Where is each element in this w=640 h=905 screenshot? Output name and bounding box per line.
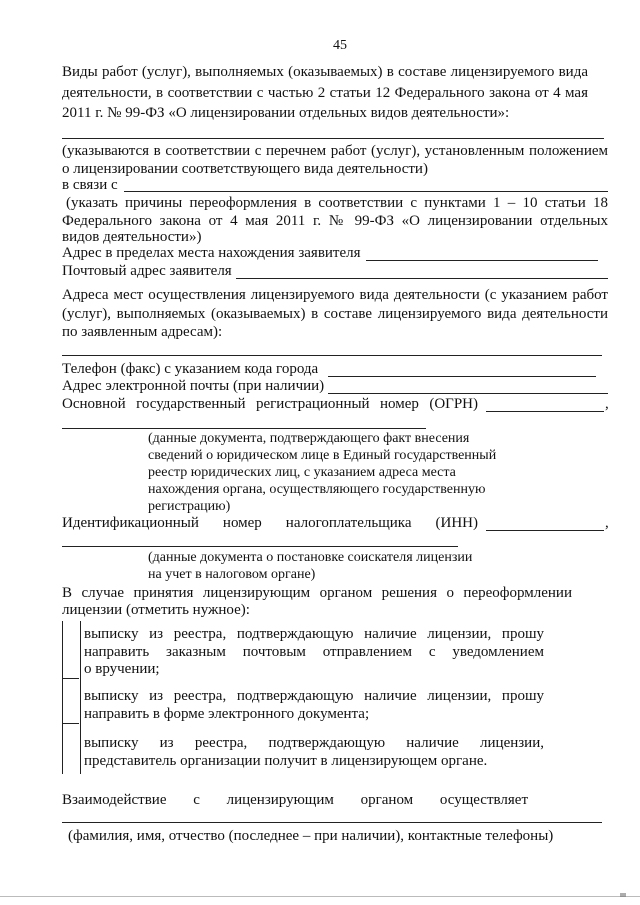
postal-address-input-line[interactable] (236, 278, 608, 279)
ogrn-note-line-5: регистрацию) (148, 499, 231, 514)
inn-document-input-line[interactable] (62, 546, 458, 547)
activity-addresses-input-line[interactable] (62, 355, 602, 356)
work-types-line-1: Виды работ (услуг), выполняемых (оказываемых) в составе лицензируемого вида (62, 64, 588, 80)
phone-input-line[interactable] (328, 376, 596, 377)
option-1-line-1: выписку из реестра, подтверждающую наличие лицензии, прошу (84, 626, 544, 642)
inn-note-line-2: на учет в налоговом органе) (148, 567, 316, 582)
ogrn-comma: , (605, 396, 609, 412)
scan-speck (620, 893, 626, 897)
option-1-line-3: о вручении; (84, 661, 160, 677)
work-types-line-3: 2011 г. № 99-ФЗ «О лицензировании отдельных видов деятельности»: (62, 105, 510, 121)
decision-line-1: В случае принятия лицензирующим органом решения о переоформлении (62, 585, 572, 601)
email-input-line[interactable] (328, 393, 608, 394)
ogrn-input-line[interactable] (486, 411, 604, 412)
interaction-input-line[interactable] (62, 822, 602, 823)
option-2-checkbox[interactable] (62, 679, 81, 723)
inn-note-line-1: (данные документа о постановке соискателя лицензии (148, 550, 473, 565)
option-1-checkbox[interactable] (62, 621, 81, 678)
option-3-line-2: представитель организации получит в лицензирующем органе. (84, 753, 488, 769)
ogrn-note-line-4: нахождения органа, осуществляющего государственную (148, 482, 486, 497)
ogrn-note-line-2: сведений о юридическом лице в Единый государственный (148, 448, 497, 463)
ogrn-label: Основной государственный регистрационный номер (ОГРН) (62, 396, 478, 412)
option-3-checkbox[interactable] (62, 724, 81, 774)
address-location-label: Адрес в пределах места нахождения заявителя (62, 245, 361, 261)
page-number: 45 (333, 38, 347, 53)
ogrn-note-line-3: реестр юридических лиц, с указанием адреса места (148, 465, 456, 480)
work-types-note-line-1: (указываются в соответствии с перечнем работ (услуг), установленным положением (62, 143, 608, 159)
activity-addresses-line-2: (услуг), выполняемых (оказываемых) в составе лицензируемого вида деятельности (62, 306, 608, 322)
work-types-note-line-2: о лицензировании соответствующего вида деятельности) (62, 161, 428, 177)
work-types-line-2: деятельности, в соответствии с частью 2 статьи 12 Федерального закона от 4 мая (62, 85, 588, 101)
inn-label: Идентификационный номер налогоплательщика (ИНН) (62, 515, 478, 531)
ogrn-note-line-1: (данные документа, подтверждающего факт внесения (148, 431, 470, 446)
activity-addresses-line-3: по заявленным адресам): (62, 324, 223, 340)
inn-input-line[interactable] (486, 530, 604, 531)
reason-label: в связи с (62, 177, 118, 193)
postal-address-label: Почтовый адрес заявителя (62, 263, 232, 279)
reason-input-line[interactable] (124, 191, 608, 192)
reason-note-line-3: видов деятельности») (62, 229, 202, 245)
inn-comma: , (605, 515, 609, 531)
ogrn-document-input-line[interactable] (62, 428, 426, 429)
option-2-line-2: направить в форме электронного документа; (84, 706, 370, 722)
phone-label: Телефон (факс) с указанием кода города (62, 361, 319, 377)
option-3-line-1: выписку из реестра, подтверждающую наличие лицензии, (84, 735, 544, 751)
email-label: Адрес электронной почты (при наличии) (62, 378, 325, 394)
interaction-note: (фамилия, имя, отчество (последнее – при наличии), контактные телефоны) (68, 828, 554, 844)
address-location-input-line[interactable] (366, 260, 598, 261)
scan-edge-line (0, 896, 640, 897)
reason-note-line-1: (указать причины переоформления в соответствии с пунктами 1 – 10 статьи 18 (66, 195, 608, 211)
reason-note-line-2: Федерального закона от 4 мая 2011 г. № 99-ФЗ «О лицензировании отдельных (62, 213, 608, 229)
activity-addresses-line-1: Адреса мест осуществления лицензируемого вида деятельности (с указанием работ (62, 287, 608, 303)
option-1-line-2: направить заказным почтовым отправлением с уведомлением (84, 644, 544, 660)
work-types-input-line[interactable] (62, 138, 604, 139)
interaction-label: Взаимодействие с лицензирующим органом осуществляет (62, 792, 528, 808)
option-2-line-1: выписку из реестра, подтверждающую наличие лицензии, прошу (84, 688, 544, 704)
decision-line-2: лицензии (отметить нужное): (62, 602, 250, 618)
